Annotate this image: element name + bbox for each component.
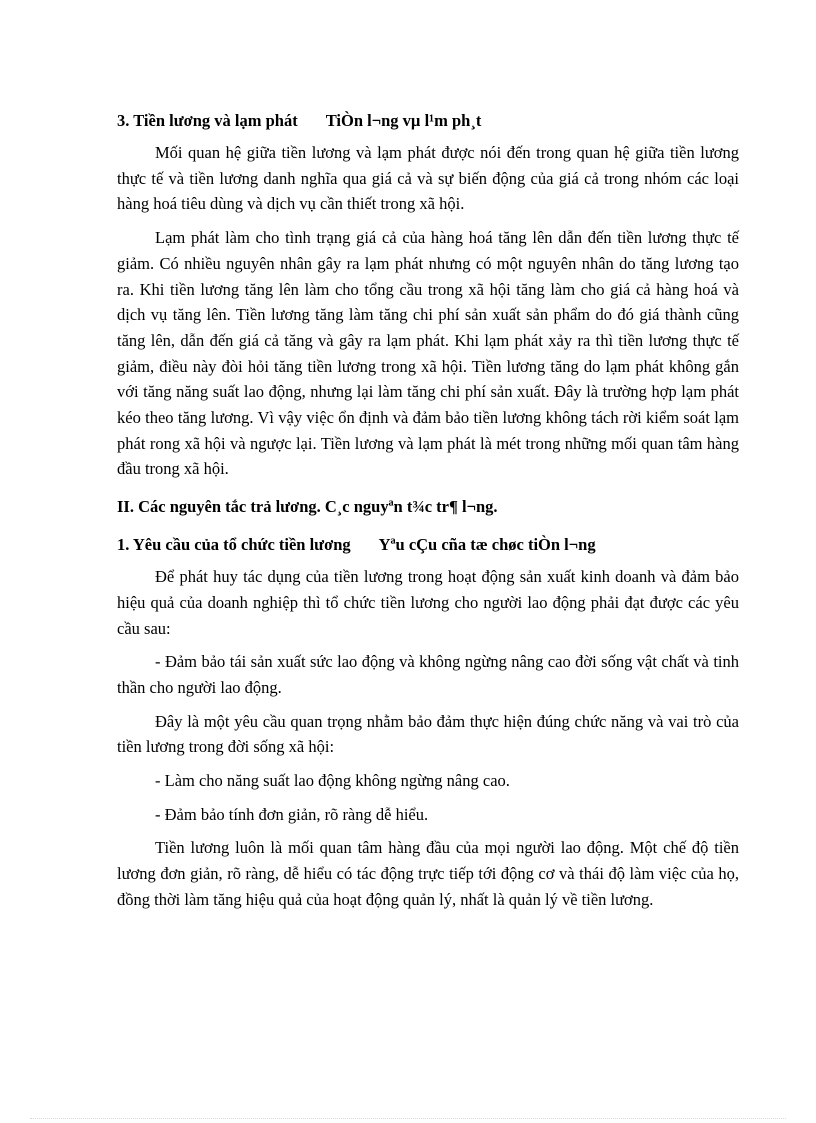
section-1-heading xyxy=(117,532,739,558)
section-1-paragraph-3: Tiền lương luôn là mối quan tâm hàng đầu của mọi người lao động. Một chế độ tiền lương đơn giản, rõ ràng, dễ hiểu có tác động trực tiếp tới động cơ và thái độ làm việc của họ, đồng thời làm tăng hiệu quả của hoạt động quản lý, nhất là quản lý về tiền lương. xyxy=(117,838,739,909)
section-II-title-legacy: C¸c nguyªn t¾c tr¶ l¬ng. xyxy=(324,497,498,517)
section-II-heading xyxy=(117,494,739,520)
section-1-title-legacy: Yªu cÇu cña tæ chøc tiÒn l¬ng xyxy=(378,535,596,555)
page-bottom-divider xyxy=(30,1118,786,1119)
section-1-paragraph-2: Đây là một yêu cầu quan trọng nhằm bảo đảm thực hiện đúng chức năng và vai trò của tiền lương trong đời sống xã hội: xyxy=(117,711,739,757)
section-1-bullet-2: - Làm cho năng suất lao động không ngừng nâng cao. xyxy=(155,771,510,791)
section-II-title: II. Các nguyên tắc trả lương. xyxy=(117,497,321,517)
section-3-paragraph-2: Lạm phát làm cho tình trạng giá cả của hàng hoá tăng lên dẫn đến tiền lương thực tế giảm. Có nhiều nguyên nhân gây ra lạm phát nhưng có một nguyên nhân do tăng lương tạo ra. Khi tiền lương tăng lên làm cho tổng cầu trong xã hội tăng làm cho giá cả hàng hoá và dịch vụ tăng lên. Tiền lương tăng làm tăng chi phí sản xuất sản phẩm do đó giá thành cũng tăng lên, dẫn đến giá cả tăng và gây ra lạm phát. Khi lạm phát xảy ra thì tiền lương thực tế giảm, điều này đòi hỏi tăng tiền lương trong xã hội. Tiền lương tăng do lạm phát không gắn với tăng năng suất lao động, nhưng lại làm tăng chi phí sản xuất. Đây là trường hợp lạm phát kéo theo tăng lương. Vì vậy việc ổn định và đảm bảo tiền lương không tách rời kiểm soát lạm phát rong xã hội và ngược lại. Tiền lương và lạm phát là mét trong những mối quan tâm hàng đầu trong xã hội. xyxy=(117,228,739,479)
section-1-paragraph-1: Để phát huy tác dụng của tiền lương trong hoạt động sản xuất kinh doanh và đảm bảo hiệu quả của doanh nghiệp thì tổ chức tiền lương cho người lao động phải đạt được các yêu cầu sau: xyxy=(117,567,739,638)
section-1-title: 1. Yêu cầu của tổ chức tiền lương xyxy=(117,535,351,555)
section-3-title-legacy: TiÒn l¬ng vµ l¹m ph¸t xyxy=(325,111,482,130)
section-3-title: 3. Tiền lương và lạm phát xyxy=(117,111,298,130)
section-3-paragraph-1: Mối quan hệ giữa tiền lương và lạm phát được nói đến trong quan hệ giữa tiền lương thực tế và tiền lương danh nghĩa qua giá cả và sự biến động của giá cả trong nhóm các loại hàng hoá tiêu dùng và dịch vụ cần thiết trong xã hội. xyxy=(117,143,739,214)
document-page xyxy=(117,108,739,913)
section-1-bullet-1: - Đảm bảo tái sản xuất sức lao động và không ngừng nâng cao đời sống vật chất và tinh thần cho người lao động. xyxy=(117,652,739,697)
section-3-heading xyxy=(117,108,739,134)
section-1-bullet-3: - Đảm bảo tính đơn giản, rõ ràng dễ hiểu. xyxy=(155,804,429,824)
